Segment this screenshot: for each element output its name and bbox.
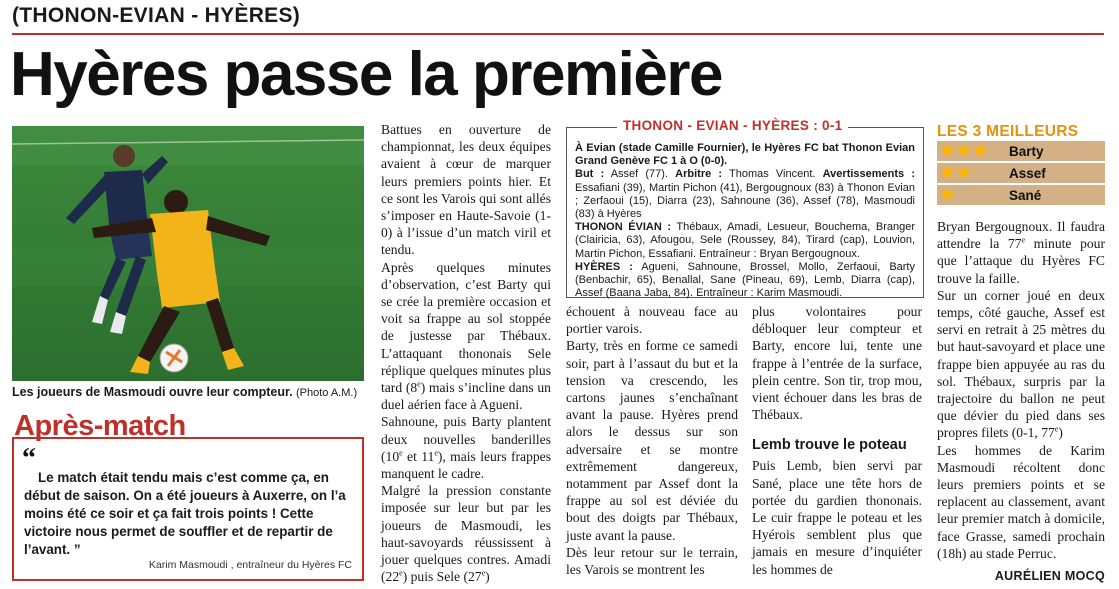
after-match-title: Après-match [14, 410, 186, 442]
paragraph: Puis Lemb, bien servi par Sané, place une tête hors de portée du gardien thononais. Le cuir frappe le poteau et les Hyérois semblent plus que jamais en mesure d’inquiéter les hommes de [752, 458, 922, 577]
best-players-title: LES 3 MEILLEURS [937, 123, 1079, 140]
paragraph: Après quelques minutes d’observation, c’est Barty qui se crée la première occasion et voit sa frappe au sol stoppée de justesse par Thébaux. L’attaquant thononais Sele réplique quelques minutes plus tard (8e) mais s’incline dans un duel aérien face à Agueni. [381, 259, 551, 413]
match-result-box [566, 118, 924, 300]
after-match-quote: Le match était tendu mais c’est comme ça, en début de saison. On a été joueurs à Auxerre, on l’a moins été ce soir et ça fait trois points ! Cette victoire nous permet de souffler et de repartir de l’avant. ” [24, 470, 346, 557]
paragraph: Dès leur retour sur le terrain, les Varois se montrent les [566, 544, 738, 578]
article-headline: Hyères passe la première [10, 40, 722, 109]
article-kicker: (THONON-EVIAN - HYÈRES) [12, 4, 301, 27]
paragraph: Battues en ouverture de championnat, les deux équipes avaient à cœur de marquer leurs premiers points hier. Et ce sont les Varois qui sont allés s’imposer en Haute-Savoie (1-0) à l’issue d’un match viril et tendu. [381, 122, 551, 258]
best-player-row [937, 185, 1105, 205]
result-box-title: THONON - EVIAN - HYÈRES : 0-1 [617, 119, 848, 132]
result-details: But : Assef (77). Arbitre : Thomas Vincent. Avertissements : Essafiani (39), Martin Pichon (41), Bergougnoux (83) à Thonon Evian ; Zerfaoui (15), Diarra (23), Sahnoune (36), Assef (78), Masmoudi (83) à Hyères [575, 168, 915, 221]
quote-author: Karim Masmoudi , entraîneur du Hyères FC [148, 559, 352, 571]
article-column-4 [937, 218, 1105, 562]
best-player-name: Sané [1009, 187, 1042, 203]
star-icon: ★ [940, 185, 957, 204]
star-icon: ★★★ [940, 141, 989, 160]
match-photo-illustration [12, 126, 364, 381]
photo-caption-text: Les joueurs de Masmoudi ouvre leur compteur. [12, 385, 293, 399]
best-player-row [937, 141, 1105, 161]
article-column-1 [381, 121, 551, 585]
star-icon: ★★ [940, 163, 973, 182]
paragraph: Sahnoune, puis Barty plantent deux nouvelles banderilles (10e et 11e), mais leurs frappes manquent le cadre. [381, 414, 551, 482]
article-column-3 [752, 303, 922, 578]
paragraph: Malgré la pression constante imposée sur leur but par les joueurs de Masmoudi, les haut-savoyards réussissent à jouer quelques contres. Amadi (22e) puis Sele (27e) [381, 483, 551, 585]
article-subheading: Lemb trouve le poteau [752, 437, 907, 454]
kicker-divider [12, 33, 1104, 35]
photo-credit: (Photo A.M.) [295, 387, 358, 399]
best-player-name: Assef [1009, 165, 1046, 181]
photo-caption [12, 384, 372, 401]
after-match-quote-box [12, 437, 364, 581]
result-lead: À Evian (stade Camille Fournier), le Hyères FC bat Thonon Evian Grand Genève FC 1 à O (0-0). [575, 142, 915, 168]
opening-quote-icon: “ [22, 443, 36, 474]
paragraph: Bryan Bergougnoux. Il faudra attendre la 77e minute pour que l’attaque du Hyères FC trouve la faille. [937, 219, 1105, 286]
thonon-lineup: THONON ÉVIAN : Thébaux, Amadi, Lesueur, Bouchema, Branger (Clairicia, 63), Afougou, Sele (Roussey, 84), Tirard (cap), Louvion, Martin Pichon, Essafiani. Entraîneur : Bryan Bergougnoux. [575, 221, 915, 260]
article-column-2 [566, 303, 738, 578]
paragraph: plus volontaires pour débloquer leur compteur et Barty, encore lui, tente une frappe à l’entrée de la surface, plein centre. Son tir, trop mou, vient échouer dans les bras de Thébaux. [752, 304, 922, 423]
match-photo [12, 126, 364, 381]
paragraph: Sur un corner joué en deux temps, côté gauche, Assef est servi en retrait à 25 mètres du but haut-savoyard et place une frappe bien appuyée au ras du sol. Thébaux, surpris par la trajectoire du ballon ne peut que dévier du pied dans ses propres filets (0-1, 77e) [937, 287, 1105, 441]
article-byline: AURÉLIEN MOCQ [994, 569, 1105, 583]
hyeres-lineup: HYÈRES : Agueni, Sahnoune, Brossel, Mollo, Zerfaoui, Barty (Benbachir, 65), Benallal, Sane (Pineau, 69), Lemb, Diarra (cap), Assef (Baana Jaba, 84). Entraîneur : Karim Masmoudi. [575, 260, 915, 300]
best-player-row [937, 163, 1105, 183]
paragraph: échouent à nouveau face au portier varois. [566, 304, 738, 337]
paragraph: Les hommes de Karim Masmoudi récoltent donc leurs premiers points et se replacent au classement, avant leur premier match à domicile, face Grasse, samedi prochain (18h) au stade Perruc. [937, 442, 1105, 561]
best-player-name: Barty [1009, 143, 1044, 159]
paragraph: Barty, très en forme ce samedi soir, part à l’assaut du but et la tension va crescendo, les cartons jaunes s’enchaînant avant la pause. Hyères prend alors le dessus sur son adversaire et se montre extrêmement dangereux, notamment par Assef dont la frappe au sol est déviée du bout des doigts par Thébaux, juste avant la pause. [566, 338, 738, 543]
